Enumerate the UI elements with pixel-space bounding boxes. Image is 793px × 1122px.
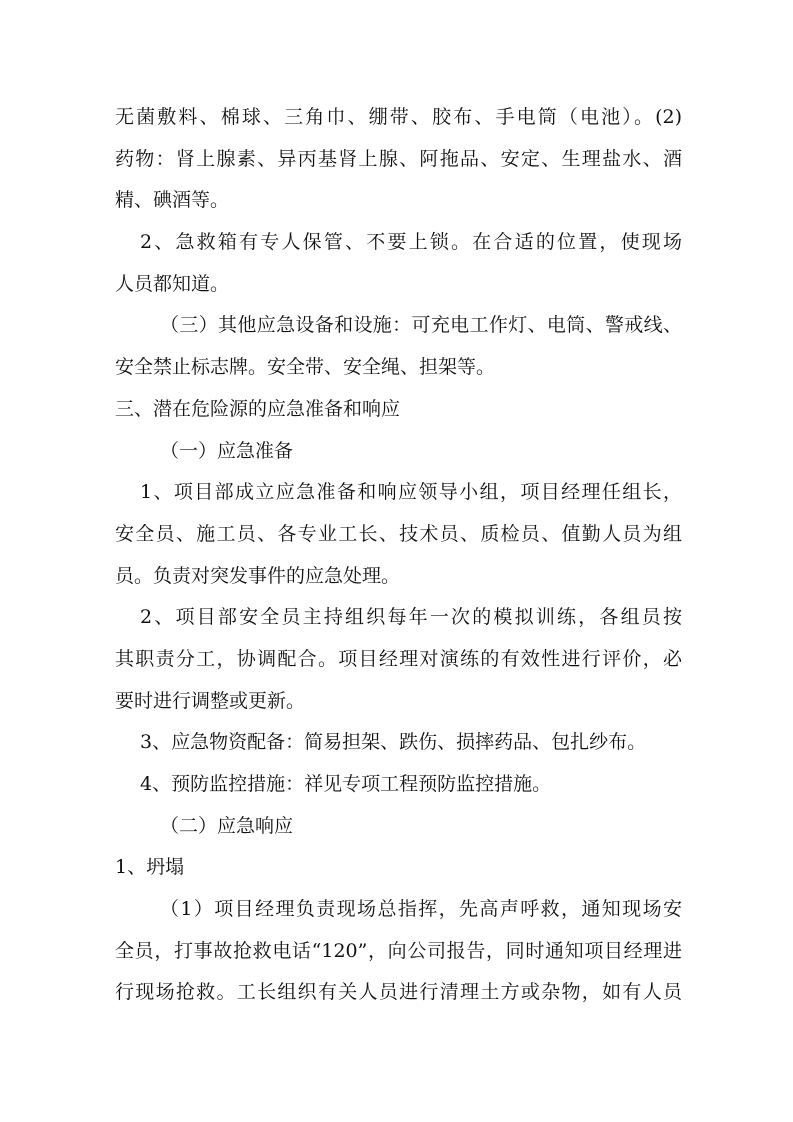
text-line: 要时进行调整或更新。 (115, 689, 306, 712)
text-line: 其职责分工，协调配合。项目经理对演练的有效性进行评价，必 (115, 647, 682, 670)
document-body (115, 104, 682, 1021)
text-line: 三、潜在危险源的应急准备和响应 (115, 397, 401, 420)
text-line: 安全禁止标志牌。安全带、安全绳、担架等。 (115, 356, 496, 379)
text-line: 1、坍塌 (115, 856, 185, 879)
text-line: 2、急救箱有专人保管、不要上锁。在合适的位置，使现场 (140, 231, 682, 254)
text-line: 员。负责对突发事件的应急处理。 (115, 564, 401, 587)
text-line: 4、预防监控措施：祥见专项工程预防监控措施。 (140, 773, 552, 795)
text-line: 2、项目部安全员主持组织每年一次的模拟训练，各组员按 (140, 606, 682, 629)
text-line: 人员都知道。 (115, 272, 230, 295)
text-line: 3、应急物资配备：简易担架、跌伤、损摔药品、包扎纱布。 (140, 731, 647, 754)
text-line: 精、碘酒等。 (115, 189, 230, 212)
text-line: （一）应急准备 (160, 439, 294, 462)
text-line: 无菌敷料、棉球、三角巾、绷带、胶布、手电筒（电池）。(2) (115, 106, 682, 128)
text-line: （二）应急响应 (160, 814, 294, 837)
text-line: 行现场抢救。工长组织有关人员进行清理土方或杂物，如有人员 (115, 981, 682, 1004)
text-line: （1）项目经理负责现场总指挥，先高声呼救，通知现场安 (160, 898, 682, 921)
text-line: 全员，打事故抢救电话“120”，向公司报告，同时通知项目经理进 (115, 939, 682, 962)
text-line: 安全员、施工员、各专业工长、技术员、质检员、值勤人员为组 (115, 522, 682, 545)
text-line: （三）其他应急设备和设施：可充电工作灯、电筒、警戒线、 (160, 314, 682, 337)
text-line: 1、项目部成立应急准备和响应领导小组，项目经理任组长， (140, 481, 682, 504)
text-line: 药物：肾上腺素、异丙基肾上腺、阿拖品、安定、生理盐水、酒 (115, 147, 682, 170)
